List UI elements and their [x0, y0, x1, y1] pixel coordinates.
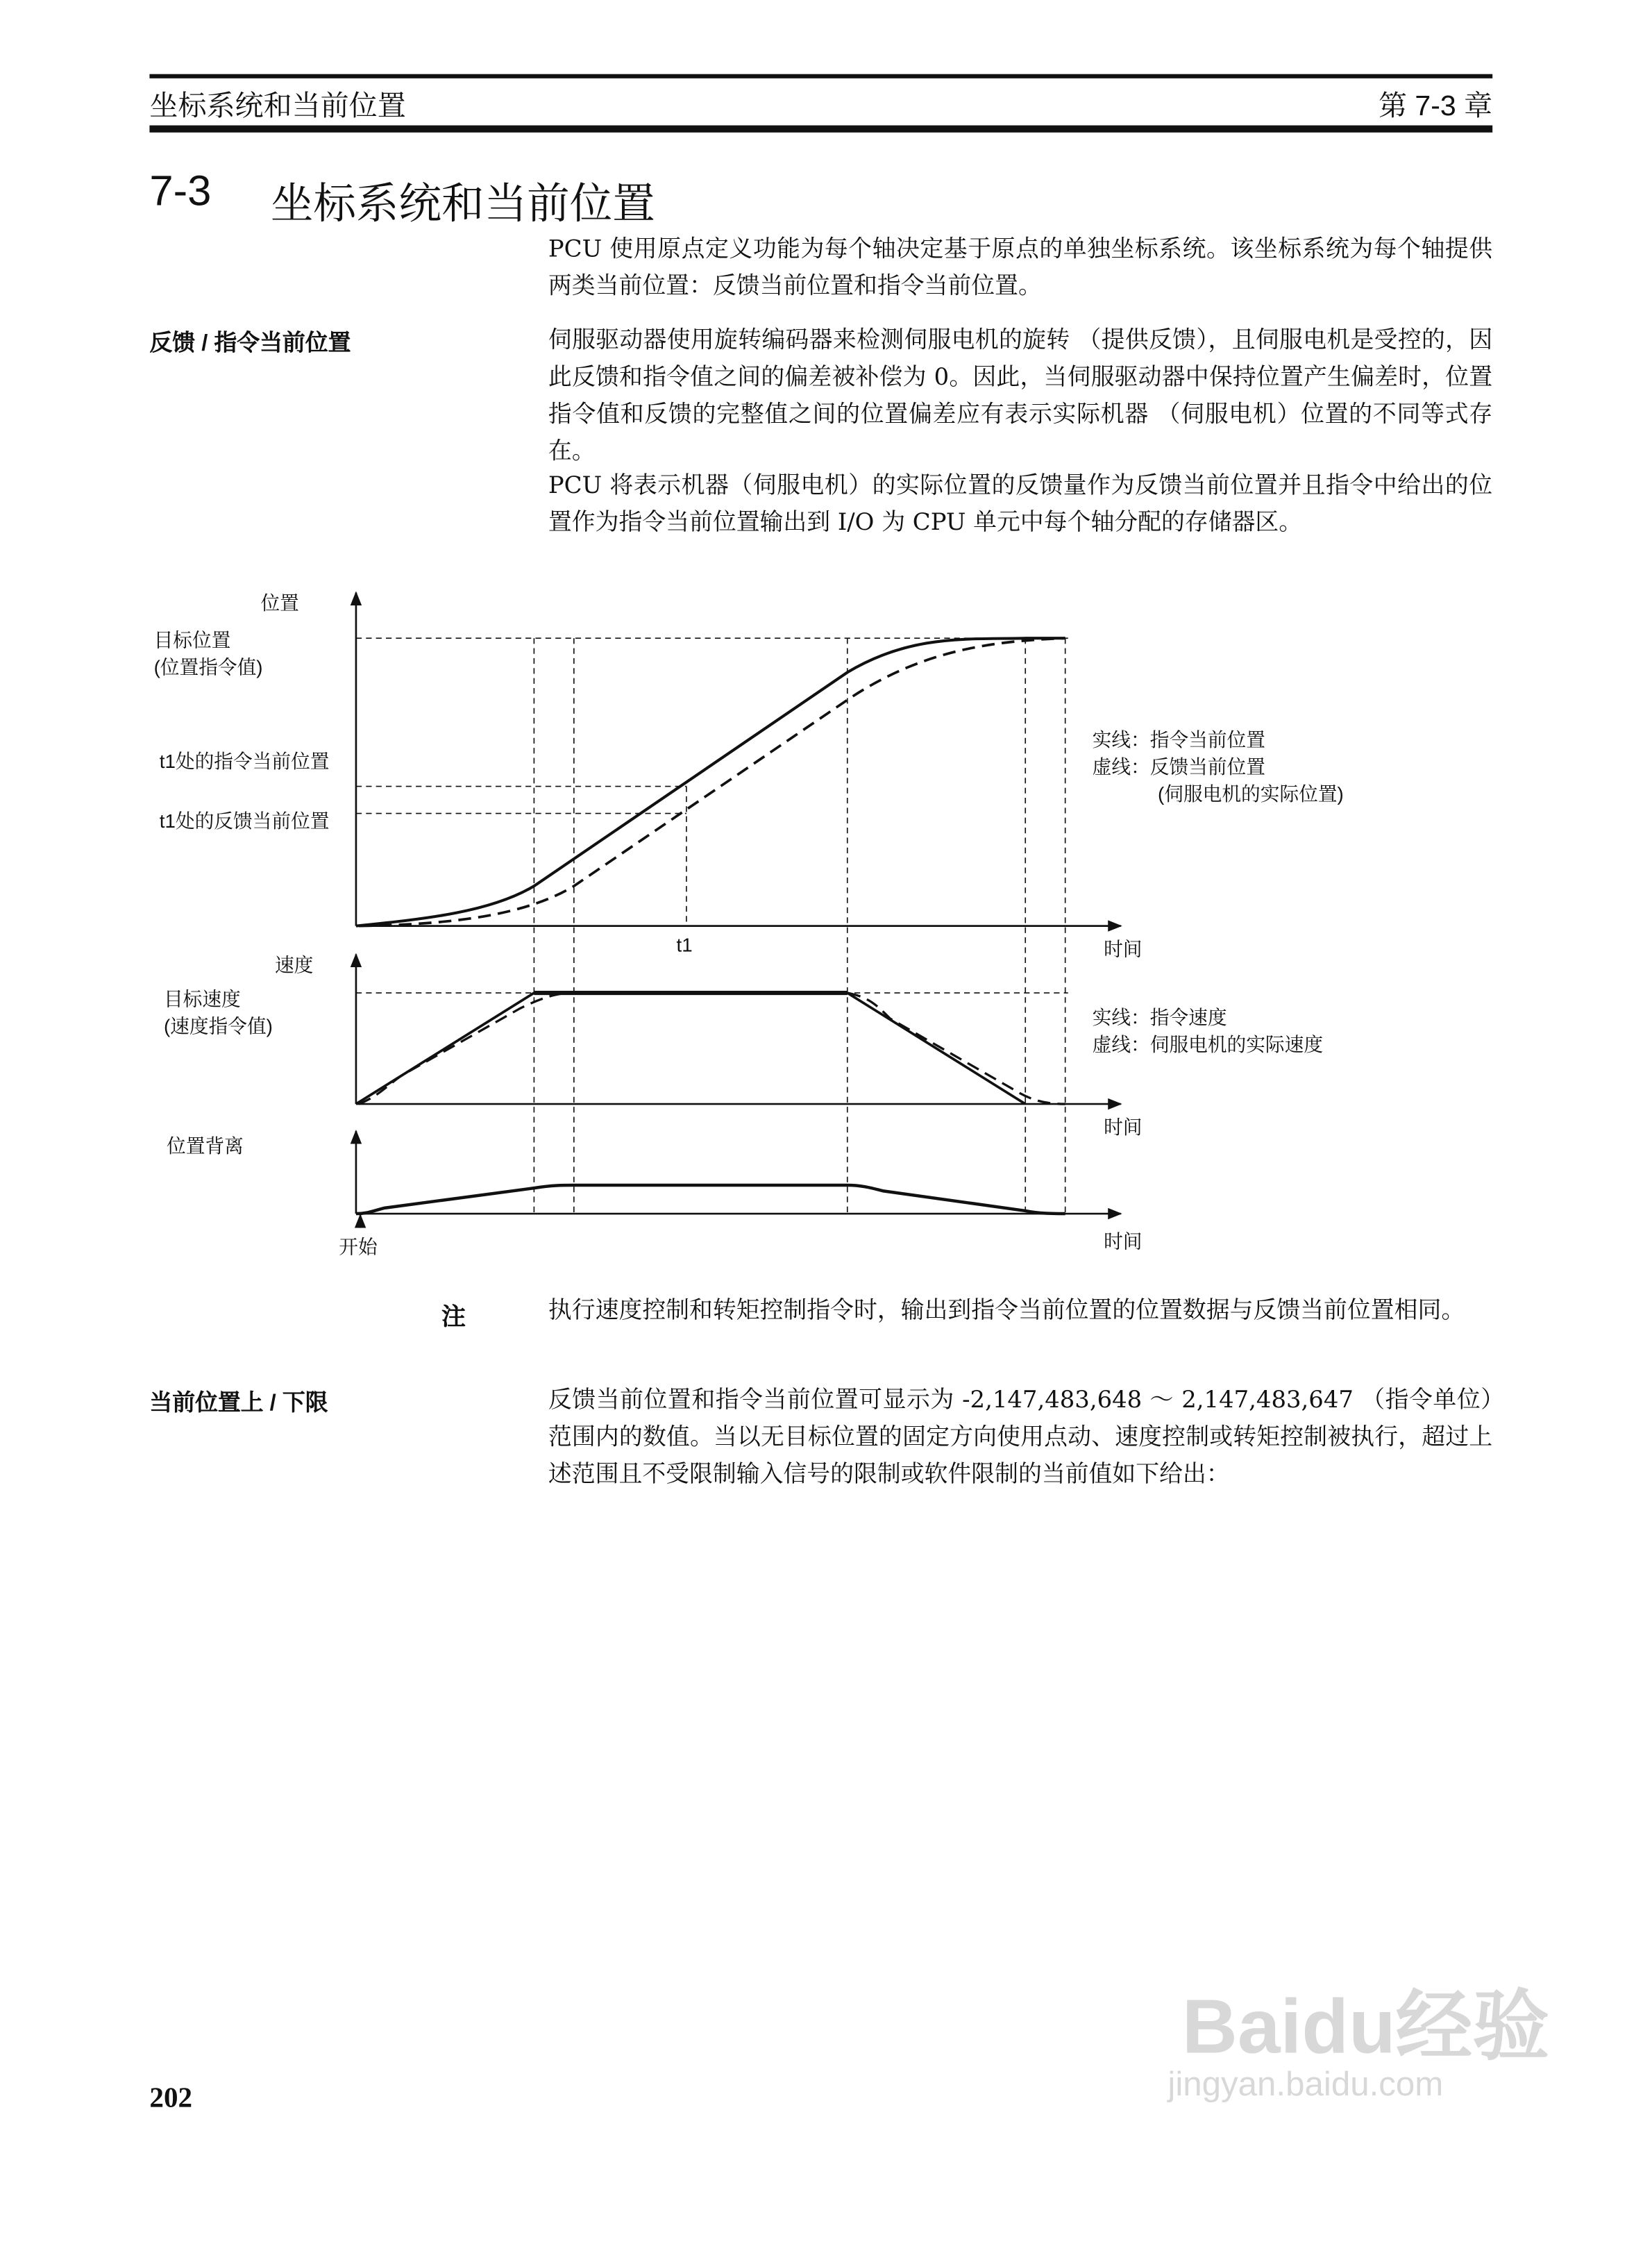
legend-command-velocity: 实线：指令速度	[1092, 1007, 1227, 1029]
feedback-paragraph-2: PCU 将表示机器（伺服电机）的实际位置的反馈量作为反馈当前位置并且指令中给出的位置作为指令当前位置输出到 I/O 为 CPU 单元中每个轴分配的存储器区。	[548, 471, 1493, 536]
command-position-curve	[356, 638, 1065, 926]
note-label: 注	[441, 1303, 466, 1331]
target-position-label: 目标位置	[153, 629, 231, 651]
deviation-axis-label: 位置背离	[167, 1135, 244, 1157]
t1-feedback-position-label: t1处的反馈当前位置	[159, 810, 330, 832]
actual-velocity-curve	[359, 993, 1065, 1104]
limits-paragraph: 反馈当前位置和指令当前位置可显示为 -2,147,483,648 ～ 2,147,483,647 （指令单位）范围内的数值。当以无目标位置的固定方向使用点动、速度控制或转矩控制被执行，超过上述范围且不受限制输入信号的限制或软件限制的当前值如下给出：	[548, 1386, 1493, 1487]
header-chapter: 第 7-3 章	[1378, 91, 1493, 123]
section-title: 坐标系统和当前位置	[270, 181, 655, 228]
section-number: 7-3	[149, 168, 212, 215]
watermark-url: jingyan.baidu.com	[1168, 2065, 1444, 2104]
command-velocity-line	[356, 993, 1025, 1104]
watermark-logo: Baidu经验	[1181, 1984, 1550, 2070]
velocity-time-label: 时间	[1104, 1116, 1143, 1139]
limits-section-label: 当前位置上 / 下限	[149, 1391, 328, 1416]
velocity-axis-label: 速度	[274, 954, 314, 976]
page-number: 202	[149, 2082, 192, 2114]
legend-actual-velocity: 虚线：伺服电机的实际速度	[1092, 1034, 1324, 1056]
feedback-position-curve	[359, 638, 1065, 926]
target-position-sub: (位置指令值)	[153, 656, 263, 678]
feedback-paragraph-1: 伺服驱动器使用旋转编码器来检测伺服电机的旋转 （提供反馈），且伺服电机是受控的，因此反馈和指令值之间的偏差被补偿为 0。因此，当伺服驱动器中保持位置产生偏差时，位置指令值和反馈的完整值之间的位置偏差应有表示实际机器 （伺服电机）位置的不同等式存在。	[548, 326, 1493, 464]
intro-paragraph: PCU 使用原点定义功能为每个轴决定基于原点的单独坐标系统。该坐标系统为每个轴提供两类当前位置：反馈当前位置和指令当前位置。	[548, 235, 1493, 299]
note-text: 执行速度控制和转矩控制指令时，输出到指令当前位置的位置数据与反馈当前位置相同。	[548, 1296, 1465, 1324]
t1-label: t1	[676, 934, 693, 956]
target-velocity-sub: (速度指令值)	[163, 1015, 273, 1037]
header-section-title: 坐标系统和当前位置	[149, 91, 406, 123]
position-deviation-curve	[356, 1185, 1065, 1214]
t1-command-position-label: t1处的指令当前位置	[159, 751, 330, 773]
position-axis-label: 位置	[260, 592, 299, 614]
position-time-label: 时间	[1104, 939, 1143, 960]
legend-feedback-position: 虚线：反馈当前位置	[1092, 756, 1265, 778]
start-label: 开始	[339, 1236, 378, 1258]
feedback-section-label: 反馈 / 指令当前位置	[149, 332, 351, 356]
legend-feedback-position-sub: (伺服电机的实际位置)	[1158, 783, 1344, 805]
legend-command-position: 实线：指令当前位置	[1092, 729, 1265, 751]
deviation-time-label: 时间	[1104, 1230, 1143, 1253]
target-velocity-label: 目标速度	[163, 988, 241, 1010]
